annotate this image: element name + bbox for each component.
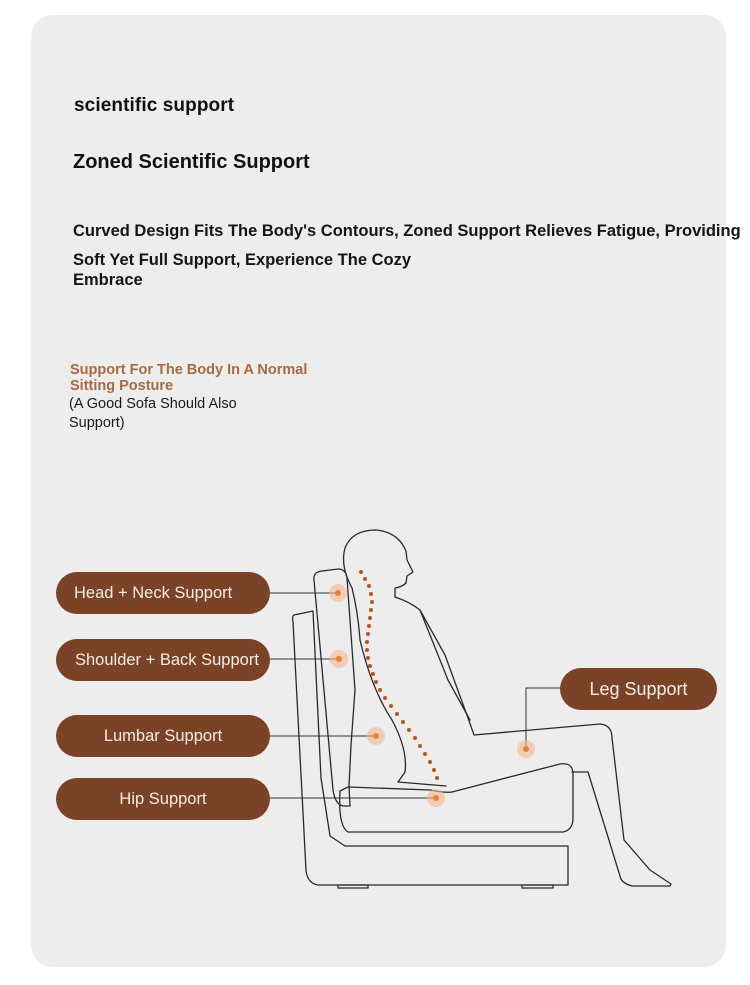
sofa-outline bbox=[293, 569, 573, 888]
support-markers bbox=[329, 584, 535, 807]
leg-support-marker bbox=[517, 740, 535, 758]
section-heading: scientific support bbox=[74, 95, 235, 116]
leg-support-label bbox=[560, 668, 717, 710]
spine-dots bbox=[359, 570, 439, 780]
head-support-marker bbox=[329, 584, 347, 602]
hip-support-marker bbox=[427, 789, 445, 807]
lumbar-support-label bbox=[56, 715, 270, 757]
posture-note-title: Support For The Body In A Normal Sitting Posture bbox=[70, 362, 308, 394]
leg-support-text: Leg Support bbox=[589, 678, 688, 699]
description-line-1: Curved Design Fits The Body's Contours, Zoned Support Relieves Fatigue, Providing bbox=[73, 222, 741, 240]
hip-support-label bbox=[56, 778, 270, 820]
lumbar-support-marker bbox=[367, 727, 385, 745]
connector-leg bbox=[526, 688, 565, 749]
head-neck-support-text: Head + Neck Support bbox=[74, 583, 233, 602]
section-subheading: Zoned Scientific Support bbox=[73, 151, 310, 173]
hip-support-text: Hip Support bbox=[119, 789, 207, 808]
description-line-3: Embrace bbox=[73, 271, 143, 289]
lumbar-support-text: Lumbar Support bbox=[103, 726, 223, 745]
posture-note-body: (A Good Sofa Should Also Support) bbox=[69, 396, 237, 431]
description-line-2: Soft Yet Full Support, Experience The Cozy bbox=[73, 251, 412, 269]
head-neck-support-label bbox=[56, 572, 270, 614]
shoulder-back-support-label bbox=[56, 639, 270, 681]
shoulder-back-support-text: Shoulder + Back Support bbox=[75, 650, 259, 669]
shoulder-support-marker bbox=[330, 650, 348, 668]
